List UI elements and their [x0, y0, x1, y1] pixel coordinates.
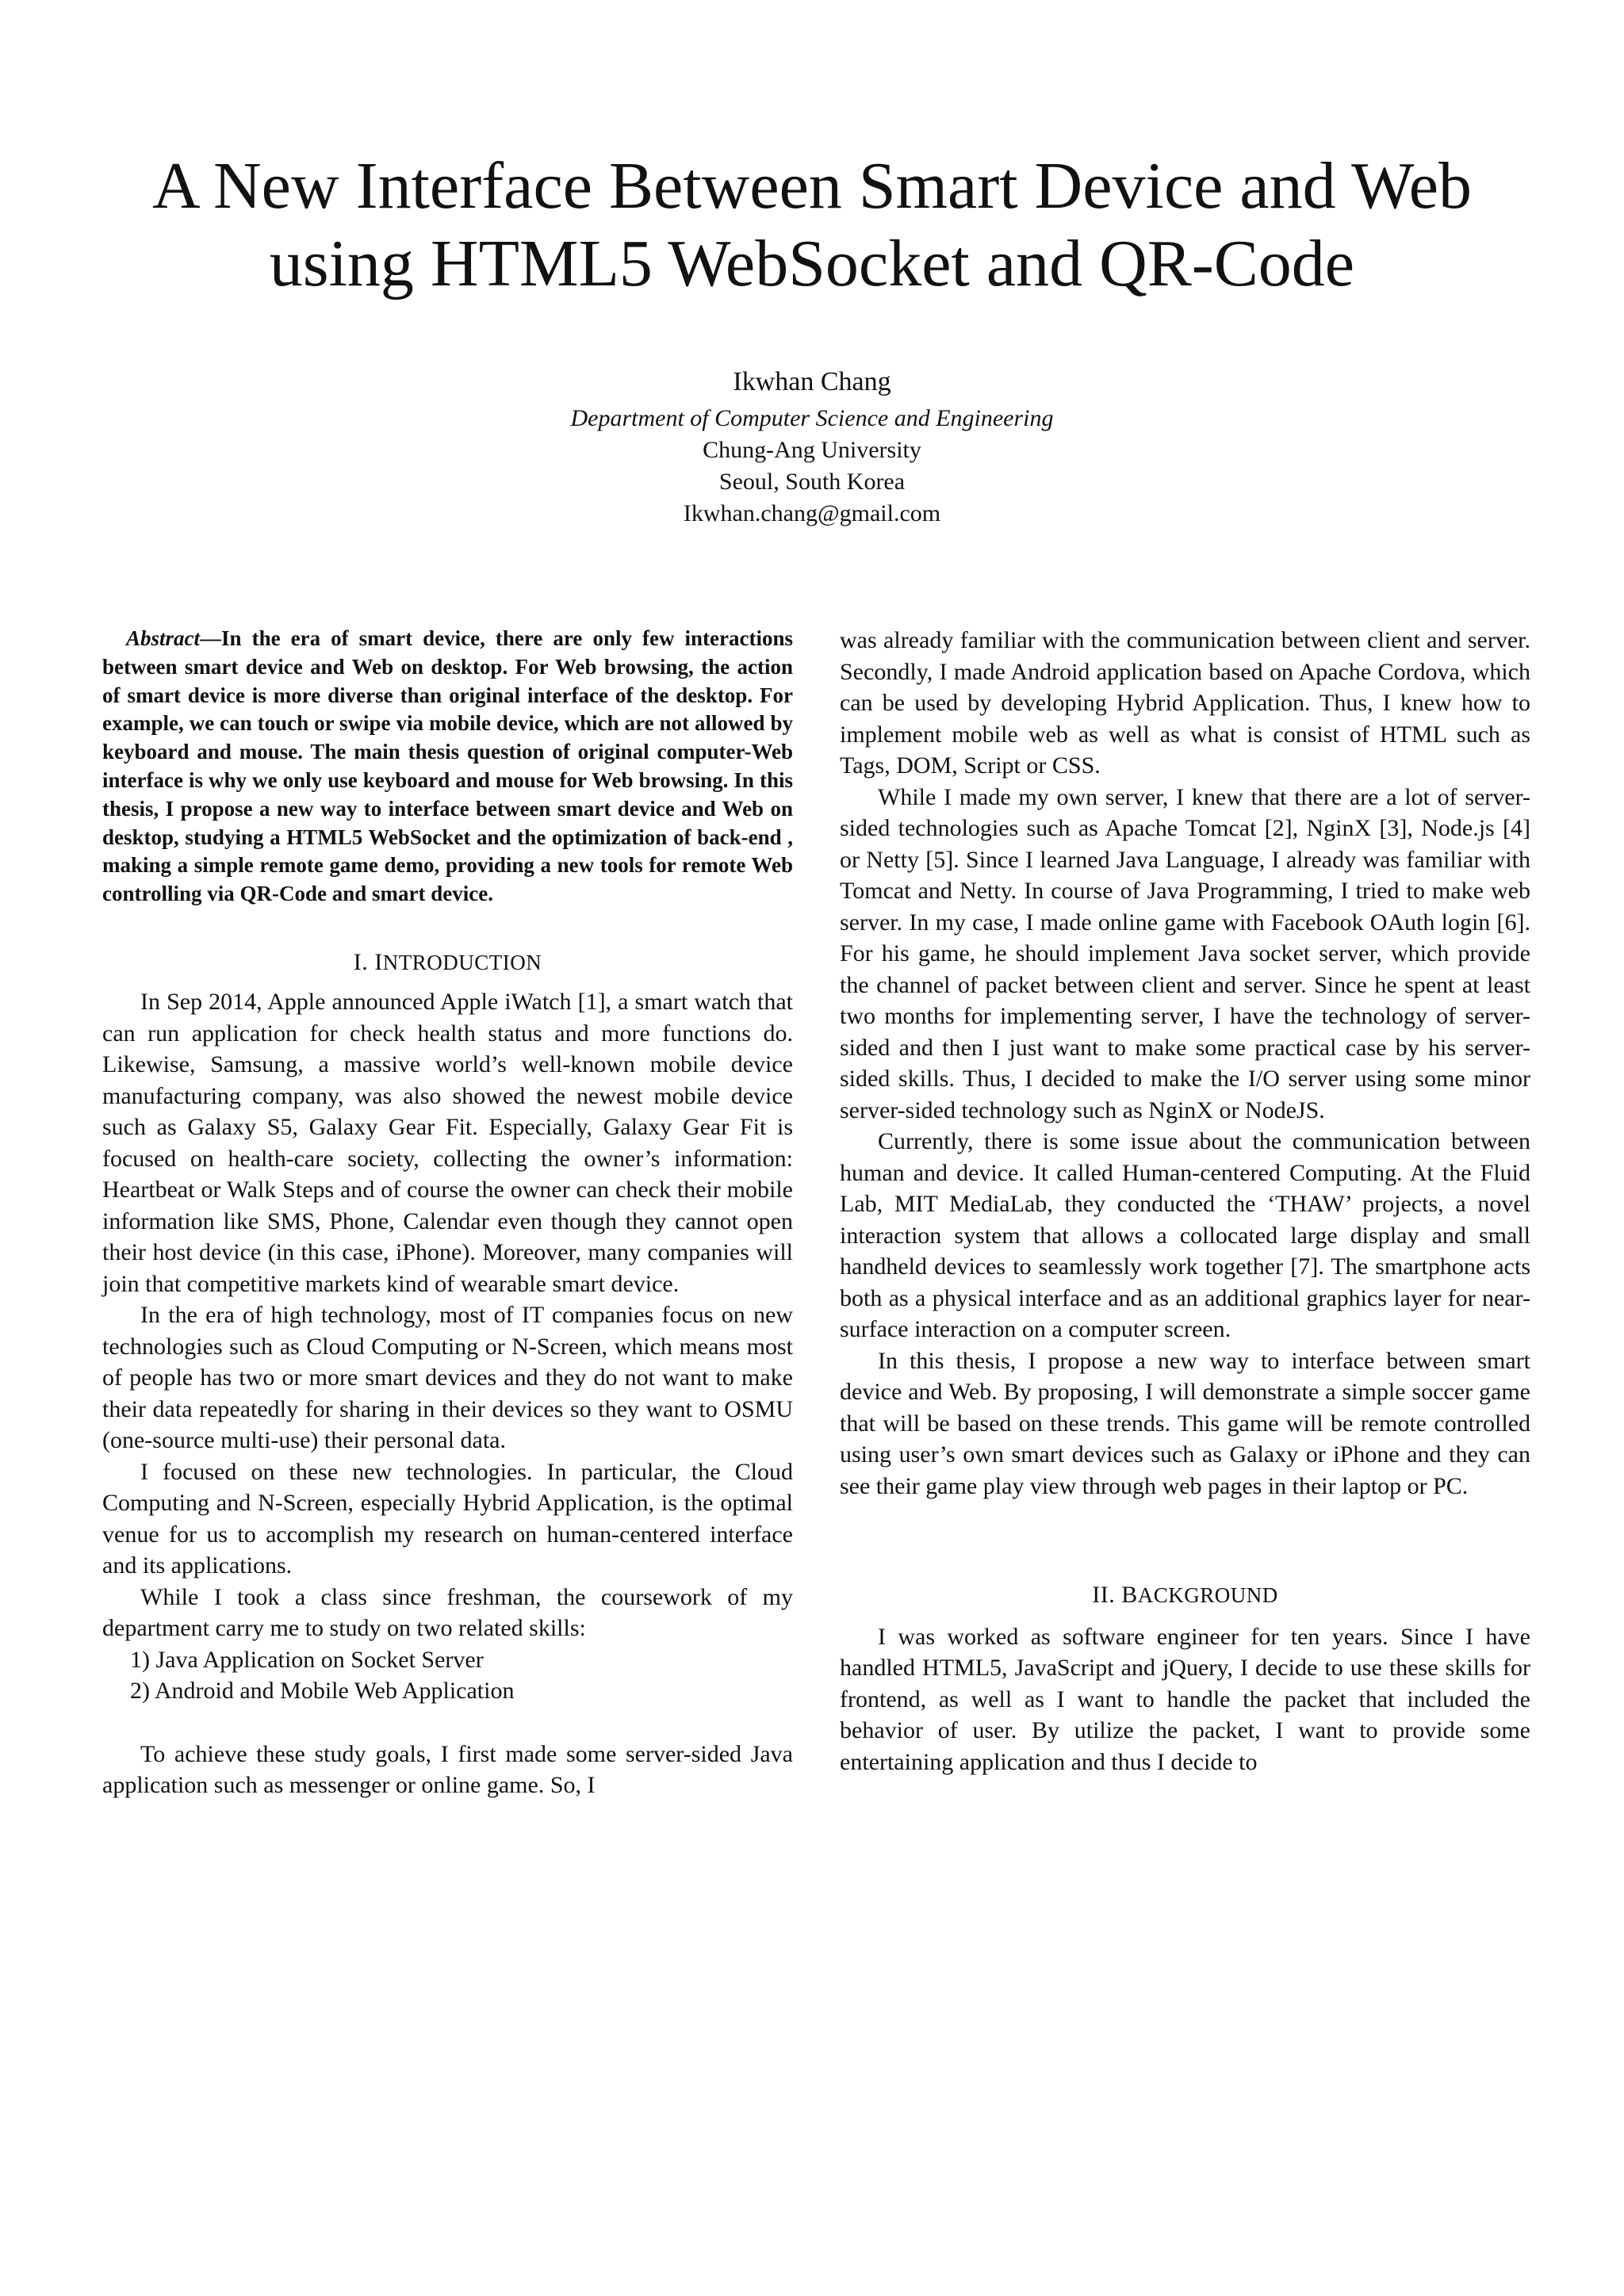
- section-heading-introduction: I. INTRODUCTION: [353, 948, 542, 975]
- abstract: [102, 625, 793, 909]
- intro-paragraph: I focused on these new technologies. In particular, the Cloud Computing and N-Screen, especially Hybrid Application, is the optimal venue for us to accomplish my research on human-centered interface and its applications.: [102, 1458, 793, 1579]
- abstract-label: Abstract: [126, 626, 201, 650]
- author-name: Ikwhan Chang: [733, 367, 891, 396]
- list-item: 1) Java Application on Socket Server: [130, 1646, 484, 1673]
- paper-title: [79, 147, 1545, 303]
- body-paragraph: Currently, there is some issue about the communication between human and device. It called Human-centered Computing. At the Fluid Lab, MIT MediaLab, they conducted the ‘THAW’ projects, a novel interaction system that allows a collocated large display and small handheld devices to seamlessly work together [7]. The smartphone acts both as a physical interface and as an additional graphics layer for near-surface interaction on a computer screen.: [840, 1128, 1530, 1342]
- intro-paragraph: To achieve these study goals, I first made some server-sided Java application such as messenger or online game. So, I: [102, 1740, 793, 1799]
- title-line-2: using HTML5 WebSocket and QR-Code: [269, 227, 1355, 300]
- body-paragraph: In this thesis, I propose a new way to interface between smart device and Web. By proposing, I will demonstrate a simple soccer game that will be based on these trends. This game will be remote controlled using user’s own smart devices such as Galaxy or iPhone and they can see their game play view through web pages in their laptop or PC.: [840, 1347, 1530, 1499]
- author-department: Department of Computer Science and Engineering: [570, 405, 1054, 431]
- body-paragraph: was already familiar with the communication between client and server. Secondly, I made Android application based on Apache Cordova, which can be used by developing Hybrid Application. Thus, I knew how to implement mobile web as well as what is consist of HTML such as Tags, DOM, Script or CSS.: [840, 627, 1530, 779]
- section-heading-background: II. BACKGROUND: [1092, 1582, 1278, 1608]
- abstract-text: In the era of smart device, there are only few interactions between smart device and Web on desktop. For Web browsing, the action of smart device is more diverse than original interface of the desktop. For example, we can touch or swipe via mobile device, which are not allowed by keyboard and mouse. The main thesis question of original computer-Web interface is why we only use keyboard and mouse for Web browsing. In this thesis, I propose a new way to interface between smart device and Web on desktop, studying a HTML5 WebSocket and the optimization of back-end , making a simple remote game demo, providing a new tools for remote Web controlling via QR-Code and smart device.: [102, 626, 793, 906]
- author-university: Chung-Ang University: [703, 437, 921, 463]
- author-block: [0, 363, 1624, 530]
- author-email: Ikwhan.chang@gmail.com: [683, 500, 941, 526]
- abstract-dash: —: [200, 626, 222, 650]
- intro-paragraph: While I took a class since freshman, the coursework of my department carry me to study on two related skills:: [102, 1583, 793, 1642]
- right-column: [840, 625, 1530, 1777]
- spacer: [102, 1707, 793, 1739]
- title-line-1: A New Interface Between Smart Device and Web: [151, 149, 1472, 223]
- list-item: 2) Android and Mobile Web Application: [130, 1678, 515, 1705]
- intro-paragraph: In the era of high technology, most of IT companies focus on new technologies such as Cloud Computing or N-Screen, which means most of people has two or more smart devices and they do not want to make their data repeatedly for sharing in their devices so they want to OSMU (one-source multi-use) their personal data.: [102, 1302, 793, 1454]
- intro-paragraph: In Sep 2014, Apple announced Apple iWatch [1], a smart watch that can run application for check health status and more functions do. Likewise, Samsung, a massive world’s well-known mobile device manufacturing company, was also showed the newest mobile device such as Galaxy S5, Galaxy Gear Fit. Especially, Galaxy Gear Fit is focused on health-care society, collecting the owner’s information: Heartbeat or Walk Steps and of course the owner can check their mobile information like SMS, Phone, Calendar even though they cannot open their host device (in this case, iPhone). Moreover, many companies will join that competitive markets kind of wearable smart device.: [102, 989, 793, 1297]
- left-column: [102, 625, 793, 1801]
- background-paragraph: I was worked as software engineer for ten years. Since I have handled HTML5, JavaScript and jQuery, I decide to use these skills for frontend, as well as I want to handle the packet that included the behavior of user. By utilize the packet, I want to provide some entertaining application and thus I decide to: [840, 1623, 1530, 1775]
- author-location: Seoul, South Korea: [718, 469, 906, 495]
- body-paragraph: While I made my own server, I knew that there are a lot of server-sided technologies such as Apache Tomcat [2], NginX [3], Node.js [4] or Netty [5]. Since I learned Java Language, I already was familiar with Tomcat and Netty. In course of Java Programming, I tried to make web server. In my case, I made online game with Facebook OAuth login [6]. For his game, he should implement Java socket server, which provide the channel of packet between client and server. Since he spent at least two months for implementing server, I have the technology of server-sided and then I just want to make some practical case by his server-sided skills. Thus, I decided to make the I/O server using some minor server-sided technology such as NginX or NodeJS.: [840, 783, 1530, 1123]
